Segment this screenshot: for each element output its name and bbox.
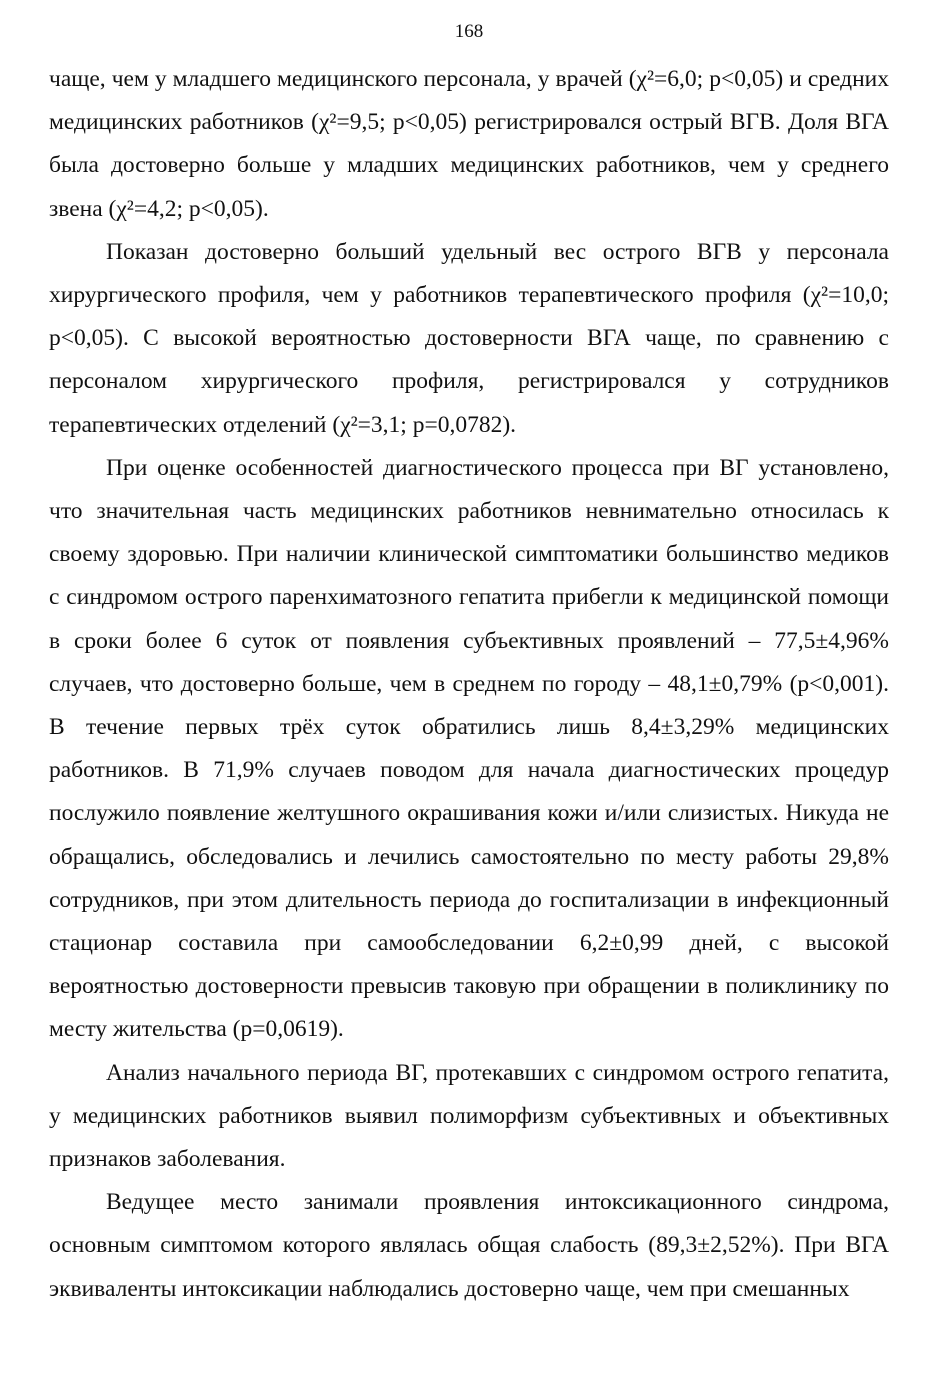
document-body	[49, 58, 889, 1311]
paragraph-4: Анализ начального периода ВГ, протекавших с синдромом острого гепатита, у медицинских работников выявил полиморфизм субъективных и объективных признаков заболевания.	[49, 1059, 889, 1173]
paragraph-5: Ведущее место занимали проявления интоксикационного синдрома, основным симптомом которого являлась общая слабость (89,3±2,52%). При ВГА эквиваленты интоксикации наблюдались достоверно чаще, чем при смешанных	[49, 1189, 889, 1302]
paragraph-1: чаще, чем у младшего медицинского персонала, у врачей (χ²=6,0; р<0,05) и средних медицинских работников (χ²=9,5; р<0,05) регистрировался острый ВГВ. Доля ВГА была достоверно больше у младших медицинских работников, чем у среднего звена (χ²=4,2; р<0,05).	[49, 66, 889, 222]
page-number: 168	[454, 21, 484, 42]
paragraph-3: При оценке особенностей диагностического процесса при ВГ установлено, что значительная часть медицинских работников невнимательно относилась к своему здоровью. При наличии клинической симптоматики большинство медиков с синдромом острого паренхиматозного гепатита прибегли к медицинской помощи в сроки более 6 суток от появления субъективных проявлений – 77,5±4,96% случаев, что достоверно больше, чем в среднем по городу – 48,1±0,79% (р<0,001). В течение первых трёх суток обратились лишь 8,4±3,29% медицинских работников. В 71,9% случаев поводом для начала диагностических процедур послужило появление желтушного окрашивания кожи и/или слизистых. Никуда не обращались, обследовались и лечились самостоятельно по месту работы 29,8% сотрудников, при этом длительность периода до госпитализации в инфекционный стационар составила при самообследовании 6,2±0,99 дней, с высокой вероятностью достоверности превысив таковую при обращении в поликлинику по месту жительства (р=0,0619).	[49, 454, 889, 1043]
paragraph-2: Показан достоверно больший удельный вес острого ВГВ у персонала хирургического профиля, чем у работников терапевтического профиля (χ²=10,0; р<0,05). С высокой вероятностью достоверности ВГА чаще, по сравнению с персоналом хирургического профиля, регистрировался у сотрудников терапевтических отделений (χ²=3,1; р=0,0782).	[49, 238, 889, 438]
